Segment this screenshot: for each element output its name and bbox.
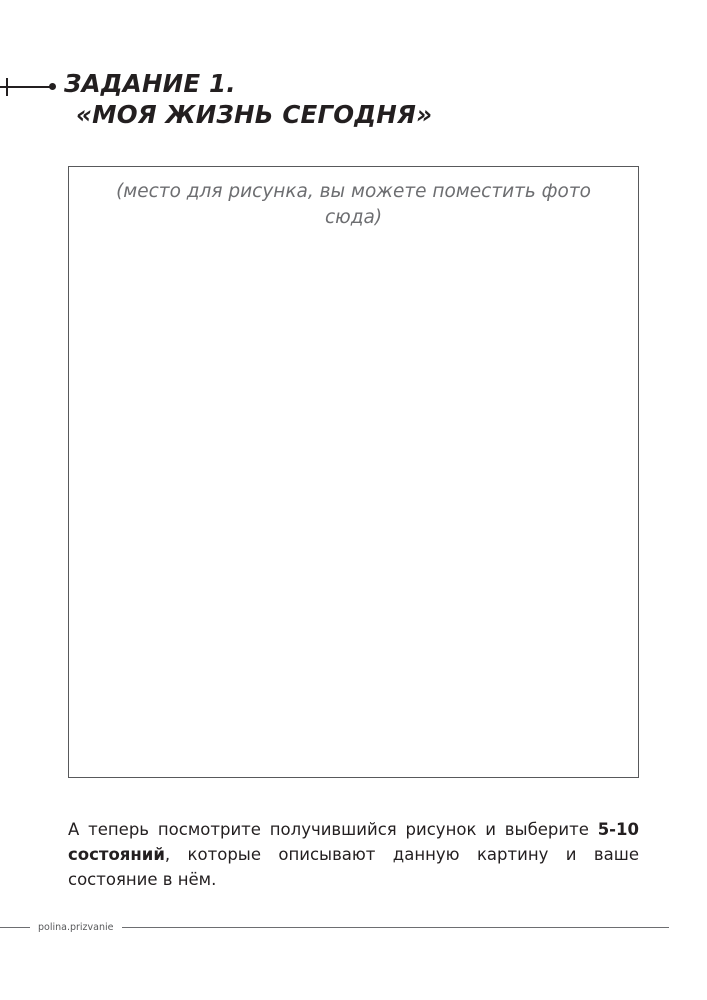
footer-rule-right	[122, 927, 670, 928]
drawing-area-hint: (место для рисунка, вы можете поместить фото сюда)	[116, 181, 591, 228]
heading-marker-dot	[49, 83, 56, 90]
instructions-paragraph	[68, 817, 639, 892]
heading-text-group	[64, 68, 707, 130]
instructions-part-1: А теперь посмотрите получившийся рисунок и выберите	[68, 819, 598, 839]
footer-handle: polina.prizvanie	[38, 922, 114, 933]
page-heading	[0, 68, 707, 130]
instructions-part-2: , которые описывают данную картину и ваше состояние в нём.	[68, 844, 639, 889]
heading-marker-bar	[0, 86, 52, 88]
footer-rule-left	[0, 927, 30, 928]
heading-line-2: «МОЯ ЖИЗНЬ СЕГОДНЯ»	[76, 100, 433, 129]
instructions-highlight: 5-10 состояний	[68, 819, 639, 864]
heading-line-1: ЗАДАНИЕ 1.	[64, 69, 236, 98]
page-footer	[0, 922, 707, 933]
drawing-area[interactable]	[68, 166, 639, 778]
heading-marker-icon	[0, 68, 64, 94]
